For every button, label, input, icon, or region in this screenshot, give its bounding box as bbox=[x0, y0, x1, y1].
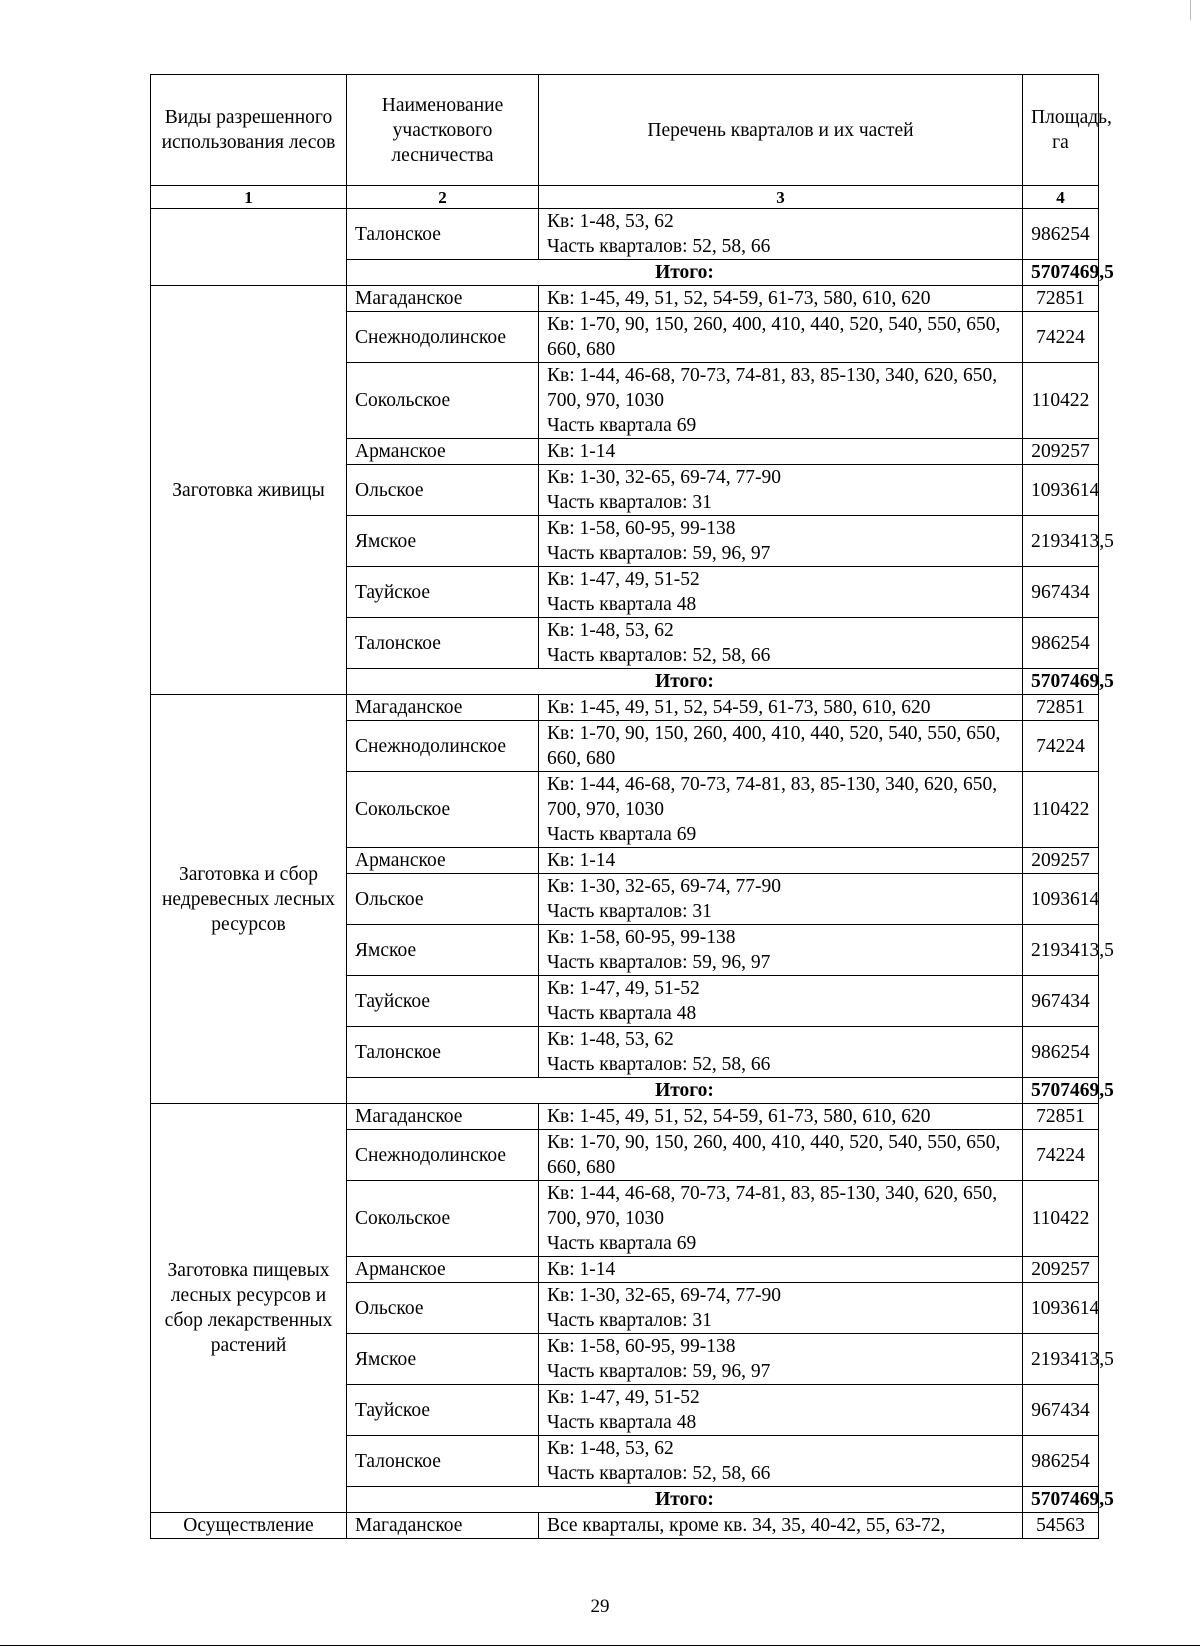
quarters-cell bbox=[539, 848, 1023, 874]
quarters-cell bbox=[539, 1283, 1023, 1334]
table-row bbox=[151, 1104, 1099, 1130]
use-type-cell bbox=[151, 209, 347, 286]
quarters-line: Часть кварталов: 59, 96, 97 bbox=[547, 952, 771, 973]
district-cell: Сокольское bbox=[347, 772, 539, 848]
district-cell: Арманское bbox=[347, 848, 539, 874]
quarters-cell bbox=[539, 312, 1023, 363]
header-district: Наименование участкового лесничества bbox=[347, 75, 539, 186]
total-area: 5707469,5 bbox=[1023, 669, 1099, 695]
area-cell: 110422 bbox=[1023, 363, 1099, 439]
district-cell: Тауйское bbox=[347, 567, 539, 618]
table-row bbox=[151, 209, 1099, 260]
total-label: Итого: bbox=[347, 1487, 1023, 1513]
district-cell: Тауйское bbox=[347, 976, 539, 1027]
quarters-line: Кв: 1-45, 49, 51, 52, 54-59, 61-73, 580, 610, 620 bbox=[547, 288, 931, 309]
total-area: 5707469,5 bbox=[1023, 260, 1099, 286]
district-cell: Магаданское bbox=[347, 695, 539, 721]
district-cell: Снежнодолинское bbox=[347, 721, 539, 772]
quarters-line: Кв: 1-58, 60-95, 99-138 bbox=[547, 518, 736, 539]
district-cell: Арманское bbox=[347, 1257, 539, 1283]
quarters-line: Кв: 1-44, 46-68, 70-73, 74-81, 83, 85-130, 340, 620, 650, 700, 970, 1030 bbox=[547, 365, 998, 411]
quarters-line: Часть кварталов: 31 bbox=[547, 492, 712, 513]
quarters-cell bbox=[539, 1385, 1023, 1436]
quarters-cell bbox=[539, 1334, 1023, 1385]
district-cell: Сокольское bbox=[347, 1181, 539, 1257]
district-cell: Талонское bbox=[347, 1436, 539, 1487]
area-cell: 986254 bbox=[1023, 1027, 1099, 1078]
area-cell: 986254 bbox=[1023, 618, 1099, 669]
quarters-cell bbox=[539, 1104, 1023, 1130]
district-cell: Талонское bbox=[347, 618, 539, 669]
quarters-line: Часть кварталов: 59, 96, 97 bbox=[547, 543, 771, 564]
quarters-line: Кв: 1-14 bbox=[547, 441, 616, 462]
quarters-line: Часть кварталов: 59, 96, 97 bbox=[547, 1361, 771, 1382]
quarters-line: Часть кварталов: 31 bbox=[547, 901, 712, 922]
total-label: Итого: bbox=[347, 260, 1023, 286]
column-number: 2 bbox=[347, 186, 539, 209]
quarters-cell bbox=[539, 1513, 1023, 1539]
district-cell: Магаданское bbox=[347, 286, 539, 312]
district-cell: Магаданское bbox=[347, 1104, 539, 1130]
total-area: 5707469,5 bbox=[1023, 1078, 1099, 1104]
area-cell: 72851 bbox=[1023, 286, 1099, 312]
quarters-cell bbox=[539, 516, 1023, 567]
district-cell: Снежнодолинское bbox=[347, 1130, 539, 1181]
area-cell: 967434 bbox=[1023, 976, 1099, 1027]
quarters-line: Часть кварталов: 52, 58, 66 bbox=[547, 1463, 771, 1484]
quarters-line: Часть кварталов: 31 bbox=[547, 1310, 712, 1331]
district-cell: Арманское bbox=[347, 439, 539, 465]
area-cell: 967434 bbox=[1023, 1385, 1099, 1436]
district-cell: Магаданское bbox=[347, 1513, 539, 1539]
district-cell: Снежнодолинское bbox=[347, 312, 539, 363]
district-cell: Сокольское bbox=[347, 363, 539, 439]
quarters-cell bbox=[539, 567, 1023, 618]
area-cell: 986254 bbox=[1023, 1436, 1099, 1487]
quarters-line: Кв: 1-70, 90, 150, 260, 400, 410, 440, 520, 540, 550, 650, 660, 680 bbox=[547, 723, 1001, 769]
quarters-cell bbox=[539, 209, 1023, 260]
district-cell: Талонское bbox=[347, 1027, 539, 1078]
quarters-cell bbox=[539, 1130, 1023, 1181]
district-cell: Ольское bbox=[347, 874, 539, 925]
area-cell: 209257 bbox=[1023, 1257, 1099, 1283]
quarters-line: Кв: 1-47, 49, 51-52 bbox=[547, 569, 700, 590]
use-type-cell: Осуществление bbox=[151, 1513, 347, 1539]
area-cell: 72851 bbox=[1023, 695, 1099, 721]
district-cell: Талонское bbox=[347, 209, 539, 260]
quarters-cell bbox=[539, 976, 1023, 1027]
area-cell: 2193413,5 bbox=[1023, 925, 1099, 976]
area-cell: 74224 bbox=[1023, 312, 1099, 363]
area-cell: 209257 bbox=[1023, 439, 1099, 465]
quarters-line: Кв: 1-47, 49, 51-52 bbox=[547, 1387, 700, 1408]
quarters-line: Часть квартала 69 bbox=[547, 824, 697, 845]
column-number-row bbox=[151, 186, 1099, 209]
use-type-cell: Заготовка пищевых лесных ресурсов и сбор лекарственных растений bbox=[151, 1104, 347, 1513]
district-cell: Ольское bbox=[347, 1283, 539, 1334]
quarters-cell bbox=[539, 1436, 1023, 1487]
area-cell: 2193413,5 bbox=[1023, 516, 1099, 567]
quarters-line: Кв: 1-48, 53, 62 bbox=[547, 1438, 674, 1459]
table-row bbox=[151, 1513, 1099, 1539]
table-row bbox=[151, 286, 1099, 312]
total-area: 5707469,5 bbox=[1023, 1487, 1099, 1513]
quarters-line: Кв: 1-44, 46-68, 70-73, 74-81, 83, 85-130, 340, 620, 650, 700, 970, 1030 bbox=[547, 1183, 998, 1229]
area-cell: 1093614 bbox=[1023, 874, 1099, 925]
quarters-line: Часть кварталов: 52, 58, 66 bbox=[547, 236, 771, 257]
quarters-line: Кв: 1-48, 53, 62 bbox=[547, 620, 674, 641]
total-label: Итого: bbox=[347, 1078, 1023, 1104]
footer-divider bbox=[0, 1645, 1200, 1646]
quarters-cell bbox=[539, 465, 1023, 516]
column-number: 4 bbox=[1023, 186, 1099, 209]
forest-use-table bbox=[150, 74, 1114, 1539]
quarters-line: Часть кварталов: 52, 58, 66 bbox=[547, 1054, 771, 1075]
quarters-line: Кв: 1-14 bbox=[547, 850, 616, 871]
quarters-cell bbox=[539, 618, 1023, 669]
quarters-line: Часть квартала 69 bbox=[547, 415, 697, 436]
quarters-line: Кв: 1-30, 32-65, 69-74, 77-90 bbox=[547, 876, 781, 897]
district-cell: Ямское bbox=[347, 925, 539, 976]
area-cell: 967434 bbox=[1023, 567, 1099, 618]
quarters-cell bbox=[539, 1181, 1023, 1257]
header-use-type: Виды разрешенного использования лесов bbox=[151, 75, 347, 186]
quarters-line: Кв: 1-30, 32-65, 69-74, 77-90 bbox=[547, 1285, 781, 1306]
quarters-cell bbox=[539, 925, 1023, 976]
quarters-cell bbox=[539, 772, 1023, 848]
district-cell: Ямское bbox=[347, 516, 539, 567]
district-cell: Ямское bbox=[347, 1334, 539, 1385]
quarters-line: Часть кварталов: 52, 58, 66 bbox=[547, 645, 771, 666]
area-cell: 110422 bbox=[1023, 1181, 1099, 1257]
quarters-line: Кв: 1-58, 60-95, 99-138 bbox=[547, 1336, 736, 1357]
quarters-line: Кв: 1-44, 46-68, 70-73, 74-81, 83, 85-130, 340, 620, 650, 700, 970, 1030 bbox=[547, 774, 998, 820]
quarters-line: Часть квартала 48 bbox=[547, 1412, 697, 1433]
column-number: 3 bbox=[539, 186, 1023, 209]
quarters-line: Часть квартала 48 bbox=[547, 594, 697, 615]
quarters-line: Кв: 1-70, 90, 150, 260, 400, 410, 440, 520, 540, 550, 650, 660, 680 bbox=[547, 314, 1001, 360]
area-cell: 1093614 bbox=[1023, 465, 1099, 516]
area-cell: 74224 bbox=[1023, 1130, 1099, 1181]
district-cell: Ольское bbox=[347, 465, 539, 516]
table-header-row bbox=[151, 75, 1099, 186]
area-cell: 74224 bbox=[1023, 721, 1099, 772]
column-number: 1 bbox=[151, 186, 347, 209]
quarters-line: Часть квартала 69 bbox=[547, 1233, 697, 1254]
area-cell: 986254 bbox=[1023, 209, 1099, 260]
area-cell: 2193413,5 bbox=[1023, 1334, 1099, 1385]
quarters-line: Кв: 1-48, 53, 62 bbox=[547, 1029, 674, 1050]
quarters-cell bbox=[539, 1257, 1023, 1283]
area-cell: 110422 bbox=[1023, 772, 1099, 848]
quarters-line: Все кварталы, кроме кв. 34, 35, 40-42, 55, 63-72, bbox=[547, 1515, 946, 1536]
quarters-cell bbox=[539, 363, 1023, 439]
scan-edge-mark bbox=[1190, 0, 1191, 20]
quarters-cell bbox=[539, 721, 1023, 772]
quarters-line: Часть квартала 48 bbox=[547, 1003, 697, 1024]
quarters-cell bbox=[539, 874, 1023, 925]
quarters-line: Кв: 1-58, 60-95, 99-138 bbox=[547, 927, 736, 948]
header-area: Площадь, га bbox=[1023, 75, 1099, 186]
quarters-line: Кв: 1-47, 49, 51-52 bbox=[547, 978, 700, 999]
quarters-line: Кв: 1-48, 53, 62 bbox=[547, 211, 674, 232]
quarters-line: Кв: 1-14 bbox=[547, 1259, 616, 1280]
use-type-cell: Заготовка и сбор недревесных лесных ресурсов bbox=[151, 695, 347, 1104]
header-quarters: Перечень кварталов и их частей bbox=[539, 75, 1023, 186]
total-label: Итого: bbox=[347, 669, 1023, 695]
quarters-line: Кв: 1-30, 32-65, 69-74, 77-90 bbox=[547, 467, 781, 488]
quarters-cell bbox=[539, 695, 1023, 721]
quarters-line: Кв: 1-70, 90, 150, 260, 400, 410, 440, 520, 540, 550, 650, 660, 680 bbox=[547, 1132, 1001, 1178]
table-row bbox=[151, 695, 1099, 721]
area-cell: 72851 bbox=[1023, 1104, 1099, 1130]
area-cell: 1093614 bbox=[1023, 1283, 1099, 1334]
quarters-cell bbox=[539, 439, 1023, 465]
table-body bbox=[151, 75, 1114, 1539]
page-number: 29 bbox=[590, 1596, 610, 1617]
district-cell: Тауйское bbox=[347, 1385, 539, 1436]
quarters-cell bbox=[539, 1027, 1023, 1078]
quarters-line: Кв: 1-45, 49, 51, 52, 54-59, 61-73, 580, 610, 620 bbox=[547, 1106, 931, 1127]
quarters-cell bbox=[539, 286, 1023, 312]
area-cell: 209257 bbox=[1023, 848, 1099, 874]
quarters-line: Кв: 1-45, 49, 51, 52, 54-59, 61-73, 580, 610, 620 bbox=[547, 697, 931, 718]
use-type-cell: Заготовка живицы bbox=[151, 286, 347, 695]
area-cell: 54563 bbox=[1023, 1513, 1099, 1539]
